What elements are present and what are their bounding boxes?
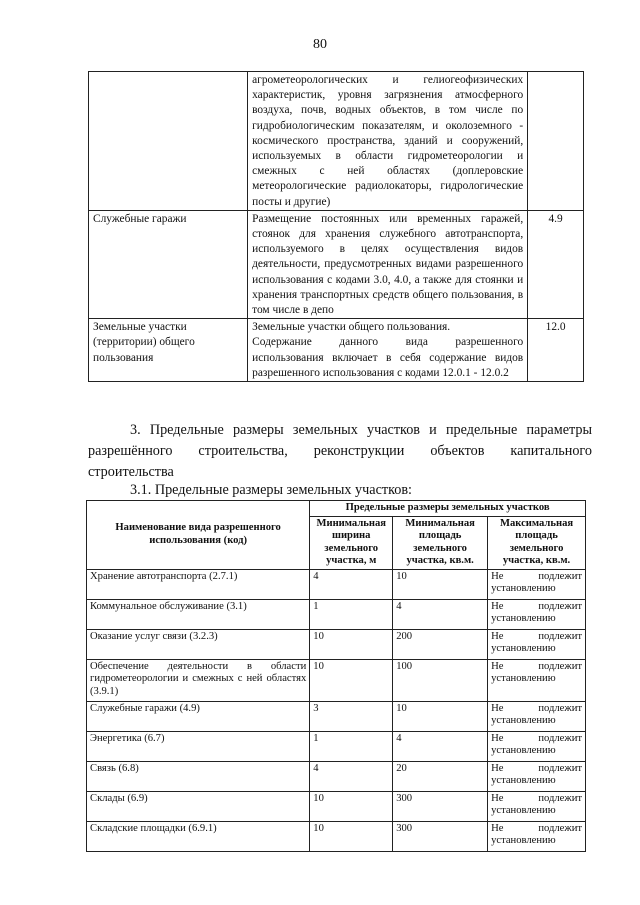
min-width-cell: 1 — [310, 731, 393, 761]
min-area-cell: 300 — [393, 791, 488, 821]
header-max-area: Максимальная площадь земельного участка, кв.м. — [488, 516, 586, 569]
max-area-cell: Не подлежит установлению — [488, 629, 586, 659]
min-width-cell: 10 — [310, 659, 393, 701]
min-width-cell: 10 — [310, 629, 393, 659]
description-line: Земельные участки общего пользования. — [252, 321, 451, 334]
use-name-cell: Энергетика (6.7) — [87, 731, 310, 761]
use-name-cell: Хранение автотранспорта (2.7.1) — [87, 569, 310, 599]
table-row — [87, 731, 586, 761]
min-area-cell: 10 — [393, 569, 488, 599]
table-row — [87, 701, 586, 731]
min-width-cell: 1 — [310, 599, 393, 629]
use-name-cell: Коммунальное обслуживание (3.1) — [87, 599, 310, 629]
section-3-heading — [88, 420, 592, 483]
table-row — [87, 761, 586, 791]
max-area-cell: Не подлежит установлению — [488, 761, 586, 791]
min-area-cell: 200 — [393, 629, 488, 659]
table-row — [87, 629, 586, 659]
table-row — [89, 210, 584, 318]
table-row — [87, 599, 586, 629]
table-row — [87, 821, 586, 851]
header-min-width: Минимальная ширина земельного участка, м — [310, 516, 393, 569]
max-area-cell: Не подлежит установлению — [488, 731, 586, 761]
header-group: Предельные размеры земельных участков — [310, 501, 586, 517]
use-name-cell: Склады (6.9) — [87, 791, 310, 821]
land-use-table — [88, 71, 584, 382]
use-name-cell: Служебные гаражи — [89, 210, 248, 318]
max-area-cell: Не подлежит установлению — [488, 821, 586, 851]
header-use-name: Наименование вида разрешенного использования (код) — [87, 501, 310, 570]
min-width-cell: 4 — [310, 761, 393, 791]
use-code-cell: 4.9 — [528, 210, 584, 318]
max-area-cell: Не подлежит установлению — [488, 701, 586, 731]
max-area-cell: Не подлежит установлению — [488, 791, 586, 821]
min-width-cell: 3 — [310, 701, 393, 731]
description-line: Содержание данного вида разрешенного использования включает в себя содержание видов разрешенного использования с кодами 12.0.1 - 12.0.2 — [252, 336, 524, 379]
table-row — [89, 72, 584, 211]
max-area-cell: Не подлежит установлению — [488, 569, 586, 599]
header-min-area: Минимальная площадь земельного участка, кв.м. — [393, 516, 488, 569]
min-area-cell: 300 — [393, 821, 488, 851]
min-width-cell: 10 — [310, 821, 393, 851]
section-3-1-heading: 3.1. Предельные размеры земельных участков: — [130, 482, 412, 498]
max-area-cell: Не подлежит установлению — [488, 599, 586, 629]
use-name-cell: Складские площадки (6.9.1) — [87, 821, 310, 851]
use-name-cell: Связь (6.8) — [87, 761, 310, 791]
plot-limits-table — [86, 500, 586, 852]
table-row — [87, 659, 586, 701]
use-code-cell: 12.0 — [528, 319, 584, 382]
use-name-cell: Земельные участки (территории) общего пользования — [89, 319, 248, 382]
use-code-cell — [528, 72, 584, 211]
table-row — [87, 791, 586, 821]
page-number: 80 — [313, 37, 327, 52]
min-area-cell: 20 — [393, 761, 488, 791]
min-area-cell: 100 — [393, 659, 488, 701]
table-row — [87, 569, 586, 599]
max-area-cell: Не подлежит установлению — [488, 659, 586, 701]
use-description-cell: Размещение постоянных или временных гаражей, стоянок для хранения служебного автотранспорта, используемого в целях осуществления видов деятельности, предусмотренных видами разрешенного использования с кодами 3.0, 4.0, а также для стоянки и хранения транспортных средств общего пользования, в том числе в депо — [248, 210, 528, 318]
min-area-cell: 4 — [393, 731, 488, 761]
use-name-cell — [89, 72, 248, 211]
table-row — [89, 319, 584, 382]
min-area-cell: 10 — [393, 701, 488, 731]
use-name-cell: Оказание услуг связи (3.2.3) — [87, 629, 310, 659]
section-3-line: строительства — [88, 464, 174, 480]
use-name-cell: Служебные гаражи (4.9) — [87, 701, 310, 731]
section-3-line: 3. Предельные размеры земельных участков и предельные параметры — [130, 422, 592, 438]
section-3-line: разрешённого строительства, реконструкции объектов капитального — [88, 443, 592, 459]
min-width-cell: 4 — [310, 569, 393, 599]
use-description-cell — [248, 319, 528, 382]
min-width-cell: 10 — [310, 791, 393, 821]
min-area-cell: 4 — [393, 599, 488, 629]
use-name-cell: Обеспечение деятельности в области гидрометеорологии и смежных с ней областях (3.9.1) — [87, 659, 310, 701]
use-description-cell: агрометеорологических и гелиогеофизических характеристик, уровня загрязнения атмосферного воздуха, почв, водных объектов, в том числе по гидробиологическим показателям, и околоземного - космического пространства, зданий и сооружений, используемых в области гидрометеорологии и смежных с ней областях (доплеровские метеорологические радиолокаторы, гидрологические посты и другие) — [248, 72, 528, 211]
